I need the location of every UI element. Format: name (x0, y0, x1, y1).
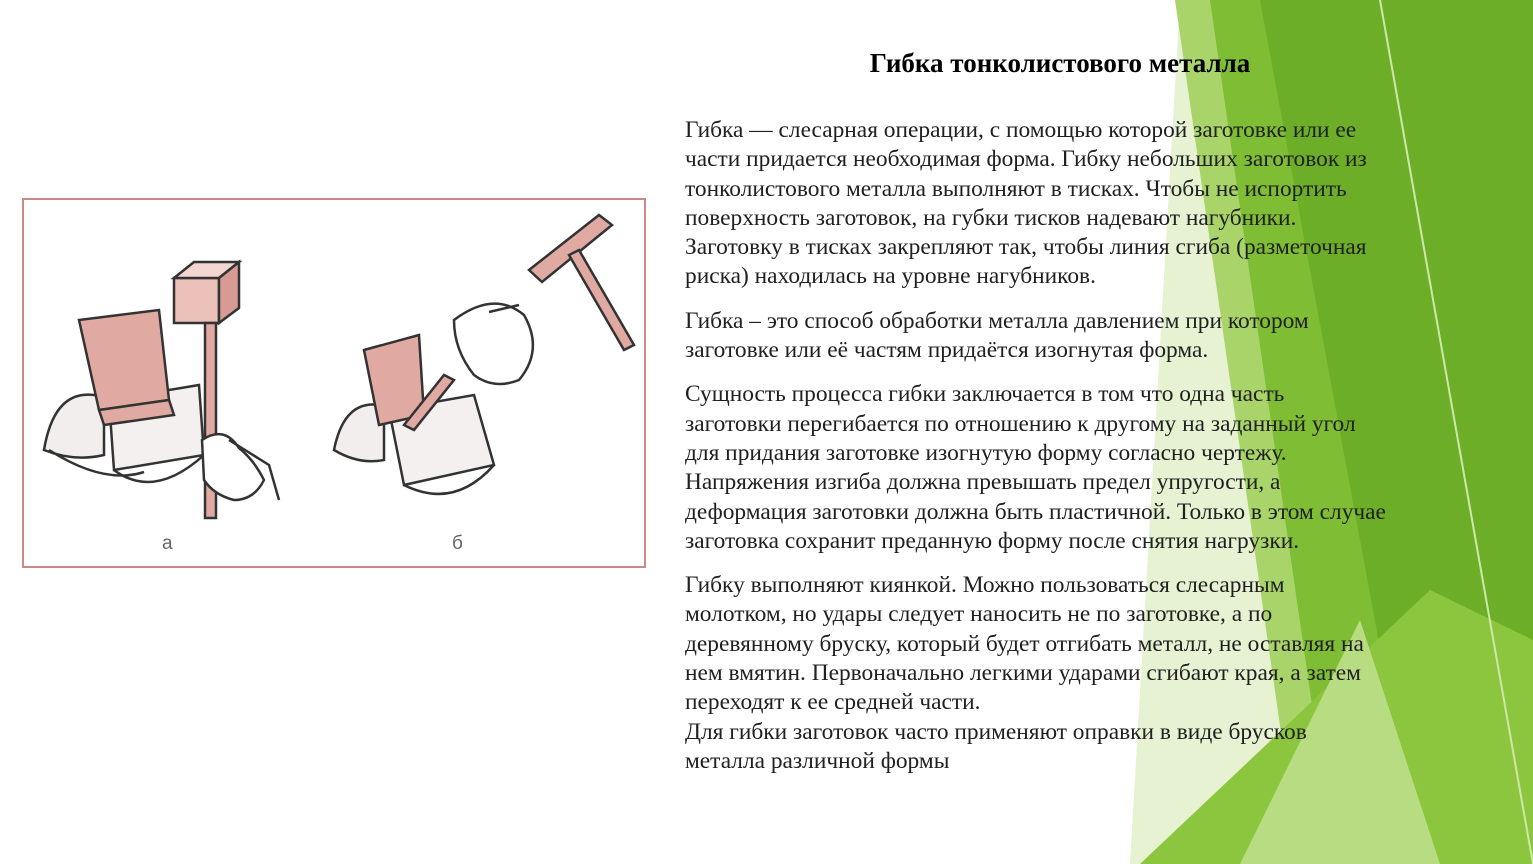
slide-title: Гибка тонколистового металла (869, 48, 1251, 78)
paragraph-4 (685, 571, 1505, 776)
text-line: молотком, но удары следует наносить не по заготовке, а по (685, 601, 1273, 628)
text-line: нем вмятин. Первоначально легкими ударами сгибают края, а затем (685, 660, 1361, 687)
text-line: деревянному бруску, который будет отгибать металл, не оставляя на (685, 630, 1364, 657)
text-line: Напряжения изгиба должна превышать предел упругости, а (685, 469, 1281, 496)
text-line: заготовке или её частям придаётся изогнутая форма. (685, 337, 1209, 364)
text-line: тонколистового металла выполняют в тисках. Чтобы не испортить (685, 175, 1347, 202)
text-line: Для гибки заготовок часто применяют оправки в виде брусков (685, 718, 1307, 745)
figure-b (334, 215, 634, 494)
text-line: металла различной формы (685, 747, 950, 774)
text-line: переходят к ее средней части. (685, 689, 981, 716)
text-line: Гибка – это способ обработки металла давлением при котором (685, 307, 1309, 334)
text-line: Гибка — слесарная операции, с помощью которой заготовке или ее (685, 117, 1357, 143)
slide-body (685, 116, 1505, 791)
text-line: заготовка сохранит преданную форму после снятия нагрузки. (685, 527, 1300, 554)
paragraph-3 (685, 380, 1505, 556)
text-line: части придается необходимая форма. Гибку небольших заготовок из (685, 146, 1367, 173)
bending-drawing (24, 200, 644, 566)
text-line: для придания заготовке изогнутую форму согласно чертежу. (685, 439, 1287, 466)
text-line: Сущность процесса гибки заключается в том что одна часть (685, 381, 1285, 408)
figure-label-a: а (162, 533, 173, 554)
text-line: риска) находилась на уровне нагубников. (685, 263, 1096, 290)
text-line: деформация заготовки должна быть пластичной. Только в этом случае (685, 498, 1386, 525)
bending-illustration (22, 198, 646, 568)
paragraph-1 (685, 116, 1505, 292)
text-line: Гибку выполняют киянкой. Можно пользоваться слесарным (685, 572, 1285, 599)
text-line: заготовки перегибается по отношению к другому на заданный угол (685, 410, 1356, 437)
text-line: Заготовку в тисках закрепляют так, чтобы линия сгиба (разметочная (685, 234, 1367, 261)
figure-label-b: б (452, 533, 463, 554)
text-line: поверхность заготовок, на губки тисков надевают нагубники. (685, 204, 1297, 231)
paragraph-2 (685, 307, 1505, 366)
figure-a (44, 262, 279, 518)
